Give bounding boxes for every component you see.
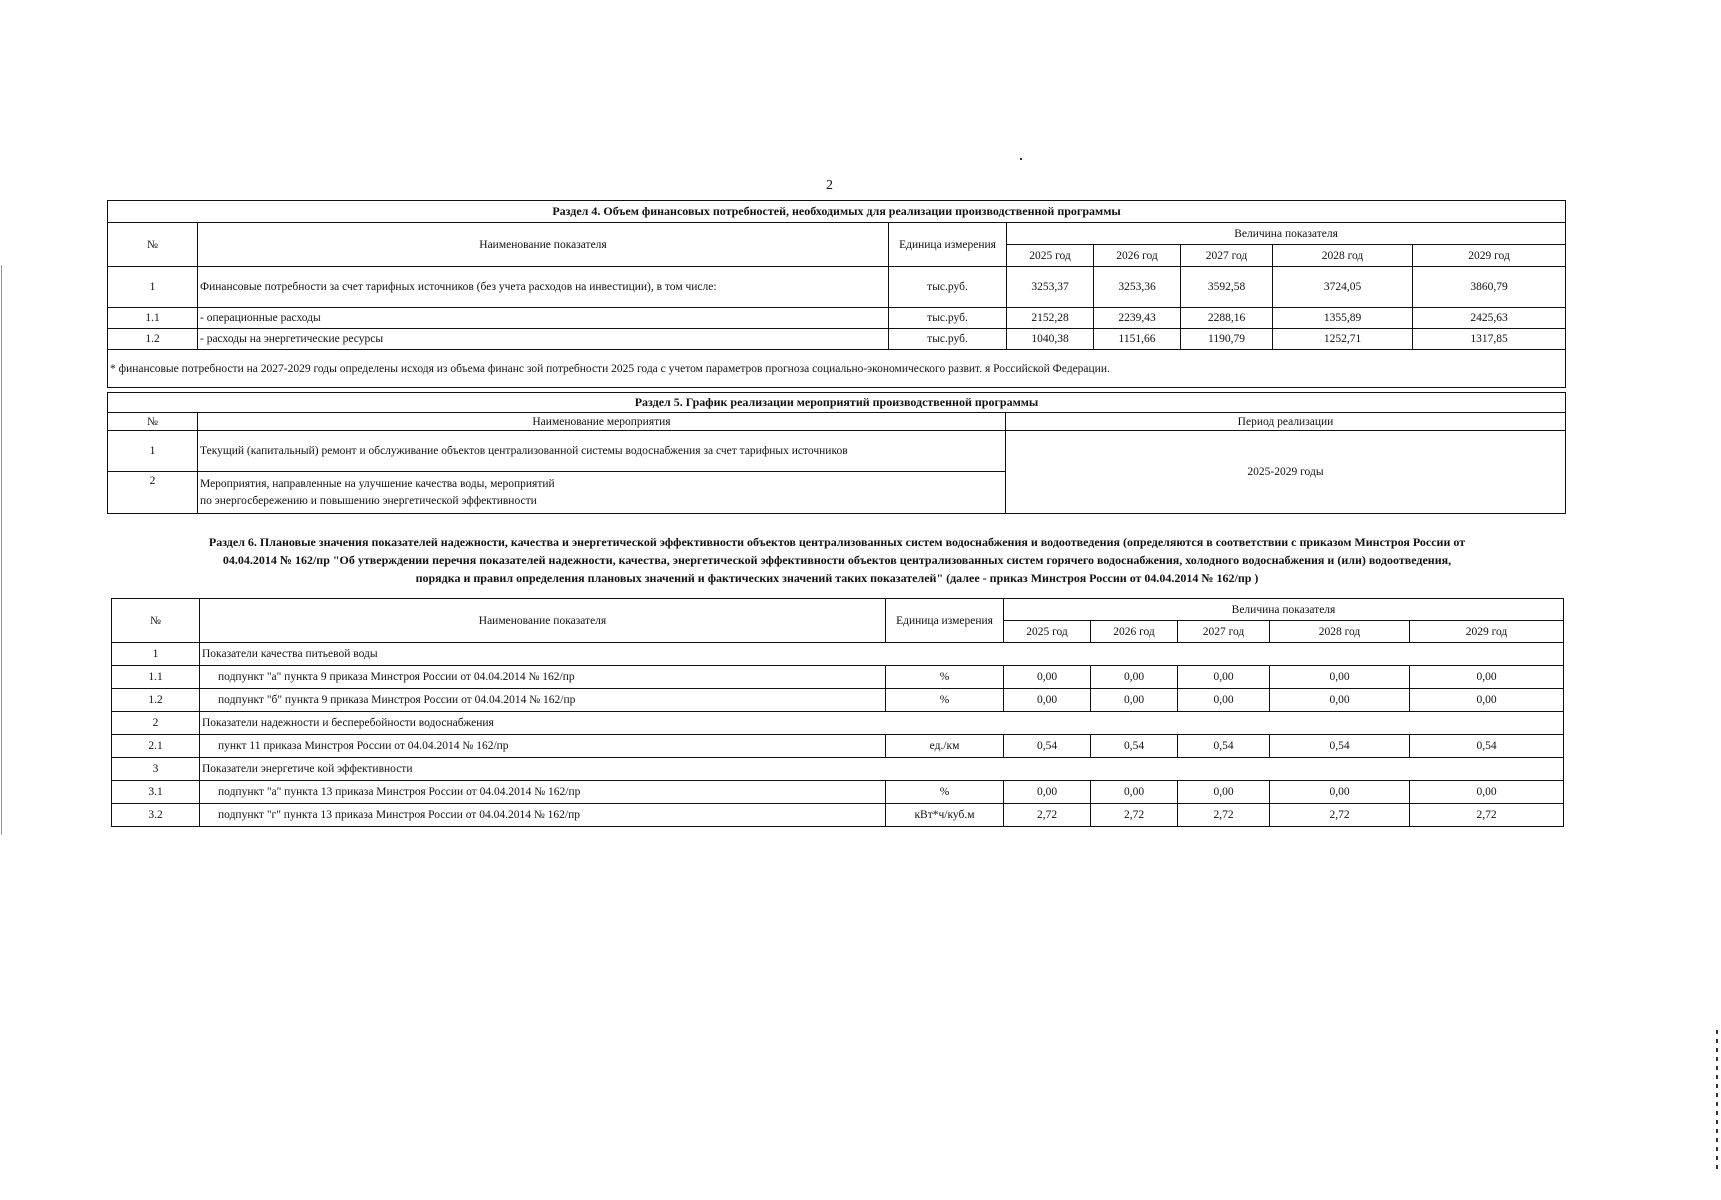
table-row <box>108 431 1566 472</box>
row-name-line: по энергосбережению и повышению энергетической эффективности <box>200 494 537 507</box>
row-unit: кВт*ч/куб.м <box>886 804 1004 827</box>
row-value: 1355,89 <box>1273 308 1413 329</box>
row-value: 0,00 <box>1270 666 1410 689</box>
section4-table <box>107 200 1566 388</box>
row-no: 1 <box>108 267 198 308</box>
year-header: 2028 год <box>1270 621 1410 643</box>
year-header: 2027 год <box>1178 621 1270 643</box>
row-value: 1317,85 <box>1413 329 1566 350</box>
row-no: 2 <box>108 472 198 514</box>
section5-title: Раздел 5. График реализации мероприятий производственной программы <box>108 393 1566 413</box>
row-name: подпункт "а" пункта 13 приказа Минстроя России от 04.04.2014 № 162/пр <box>200 781 886 804</box>
row-no: 2.1 <box>112 735 200 758</box>
row-name: - операционные расходы <box>198 308 889 329</box>
row-no: 1.2 <box>112 689 200 712</box>
row-unit: % <box>886 781 1004 804</box>
table-row <box>112 735 1564 758</box>
row-value: 0,00 <box>1270 781 1410 804</box>
row-value: 0,00 <box>1410 689 1564 712</box>
row-unit: тыс.руб. <box>889 308 1007 329</box>
row-unit: % <box>886 666 1004 689</box>
table-row <box>112 666 1564 689</box>
row-value: 0,00 <box>1091 781 1178 804</box>
row-no: 3.1 <box>112 781 200 804</box>
row-value: 3724,05 <box>1273 267 1413 308</box>
year-header: 2025 год <box>1007 245 1094 267</box>
row-value: 0,54 <box>1410 735 1564 758</box>
row-unit: тыс.руб. <box>889 267 1007 308</box>
group-name: Показатели качества питьевой воды <box>200 643 1564 666</box>
row-value: 3253,36 <box>1094 267 1181 308</box>
year-header: 2029 год <box>1410 621 1564 643</box>
row-value: 2,72 <box>1178 804 1270 827</box>
col-unit-header: Единица измерения <box>886 599 1004 643</box>
row-value: 2,72 <box>1410 804 1564 827</box>
section5-table <box>107 392 1566 514</box>
col-no-header: № <box>112 599 200 643</box>
row-value: 0,00 <box>1091 666 1178 689</box>
row-value: 2288,16 <box>1181 308 1273 329</box>
col-unit-header: Единица измерения <box>889 223 1007 267</box>
row-no: 3 <box>112 758 200 781</box>
col-period-header: Период реализации <box>1006 413 1566 431</box>
row-unit: ед./км <box>886 735 1004 758</box>
row-name: подпункт "а" пункта 9 приказа Минстроя России от 04.04.2014 № 162/пр <box>200 666 886 689</box>
table-row <box>108 329 1566 350</box>
year-header: 2028 год <box>1273 245 1413 267</box>
row-no: 3.2 <box>112 804 200 827</box>
section6-title-line: порядка и правил определения плановых значений и фактических значений таких показателей" (далее - приказ Минстроя России от 04.04.2014 № 162/пр ) <box>415 571 1259 585</box>
group-row <box>112 758 1564 781</box>
row-name: подпункт "б" пункта 9 приказа Минстроя России от 04.04.2014 № 162/пр <box>200 689 886 712</box>
table-row <box>112 781 1564 804</box>
row-name-line: Мероприятия, направленные на улучшение качества воды, мероприятий <box>200 477 555 490</box>
row-value: 2152,28 <box>1007 308 1094 329</box>
row-value: 0,00 <box>1410 781 1564 804</box>
col-no-header: № <box>108 223 198 267</box>
row-value: 0,54 <box>1004 735 1091 758</box>
row-value: 2,72 <box>1004 804 1091 827</box>
row-value: 0,54 <box>1091 735 1178 758</box>
year-header: 2027 год <box>1181 245 1273 267</box>
col-no-header: № <box>108 413 198 431</box>
row-value: 3592,58 <box>1181 267 1273 308</box>
year-header: 2029 год <box>1413 245 1566 267</box>
row-name: Финансовые потребности за счет тарифных источников (без учета расходов на инвестиции), в том числе: <box>198 267 889 308</box>
period-value: 2025-2029 годы <box>1006 431 1566 514</box>
row-value: 1190,79 <box>1181 329 1273 350</box>
row-value: 0,54 <box>1178 735 1270 758</box>
row-name: Текущий (капитальный) ремонт и обслуживание объектов централизованной системы водоснабжения за счет тарифных источников <box>198 431 1006 472</box>
page-number: 2 <box>826 178 833 193</box>
scan-edge-marks <box>1716 1030 1718 1170</box>
row-name <box>198 472 1006 514</box>
row-value: 0,00 <box>1004 689 1091 712</box>
row-no: 1.1 <box>112 666 200 689</box>
section4-footnote: * финансовые потребности на 2027-2029 годы определены исходя из объема финанс зой потребности 2025 года с учетом параметров прогноза социально-экономического развит. я Российской Федерации. <box>108 350 1566 388</box>
row-no: 1.2 <box>108 329 198 350</box>
row-value: 2425,63 <box>1413 308 1566 329</box>
row-name: пункт 11 приказа Минстроя России от 04.04.2014 № 162/пр <box>200 735 886 758</box>
row-value: 0,00 <box>1004 781 1091 804</box>
col-name-header: Наименование показателя <box>198 223 889 267</box>
row-value: 1040,38 <box>1007 329 1094 350</box>
row-value: 0,00 <box>1178 781 1270 804</box>
row-value: 3860,79 <box>1413 267 1566 308</box>
col-name-header: Наименование мероприятия <box>198 413 1006 431</box>
row-value: 2,72 <box>1270 804 1410 827</box>
year-header: 2025 год <box>1004 621 1091 643</box>
col-value-header: Величина показателя <box>1007 223 1566 245</box>
row-value: 3253,37 <box>1007 267 1094 308</box>
section6-title <box>122 533 1552 587</box>
scan-edge-line <box>1 265 2 835</box>
section6-table <box>111 598 1564 827</box>
row-no: 1.1 <box>108 308 198 329</box>
row-no: 2 <box>112 712 200 735</box>
section4-title: Раздел 4. Объем финансовых потребностей, необходимых для реализации производственной программы <box>108 201 1566 223</box>
row-value: 0,00 <box>1270 689 1410 712</box>
scan-speck <box>1020 158 1022 160</box>
row-value: 0,54 <box>1270 735 1410 758</box>
group-name: Показатели энергетиче кой эффективности <box>200 758 1564 781</box>
row-value: 0,00 <box>1178 689 1270 712</box>
group-row <box>112 712 1564 735</box>
row-value: 0,00 <box>1410 666 1564 689</box>
table-row <box>112 804 1564 827</box>
year-header: 2026 год <box>1094 245 1181 267</box>
row-value: 2,72 <box>1091 804 1178 827</box>
row-value: 1252,71 <box>1273 329 1413 350</box>
table-row <box>112 689 1564 712</box>
group-row <box>112 643 1564 666</box>
row-unit: % <box>886 689 1004 712</box>
table-row <box>108 267 1566 308</box>
row-unit: тыс.руб. <box>889 329 1007 350</box>
year-header: 2026 год <box>1091 621 1178 643</box>
row-value: 0,00 <box>1091 689 1178 712</box>
row-no: 1 <box>112 643 200 666</box>
col-name-header: Наименование показателя <box>200 599 886 643</box>
row-value: 0,00 <box>1004 666 1091 689</box>
group-name: Показатели надежности и бесперебойности водоснабжения <box>200 712 1564 735</box>
row-name: - расходы на энергетические ресурсы <box>198 329 889 350</box>
row-value: 0,00 <box>1178 666 1270 689</box>
table-row <box>108 308 1566 329</box>
row-value: 1151,66 <box>1094 329 1181 350</box>
row-value: 2239,43 <box>1094 308 1181 329</box>
section6-title-line: Раздел 6. Плановые значения показателей надежности, качества и энергетической эффективности объектов централизованных систем водоснабжения и водоотведения (определяются в соответствии с приказом Минстроя России от <box>208 535 1466 549</box>
section6-title-line: 04.04.2014 № 162/пр "Об утверждении перечня показателей надежности, качества, энергетической эффективности объектов централизованных систем горячего водоснабжения, холодного водоснабжения и (или) водоотведения, <box>222 553 1452 567</box>
row-name: подпункт "г" пункта 13 приказа Минстроя России от 04.04.2014 № 162/пр <box>200 804 886 827</box>
row-no: 1 <box>108 431 198 472</box>
col-value-header: Величина показателя <box>1004 599 1564 621</box>
